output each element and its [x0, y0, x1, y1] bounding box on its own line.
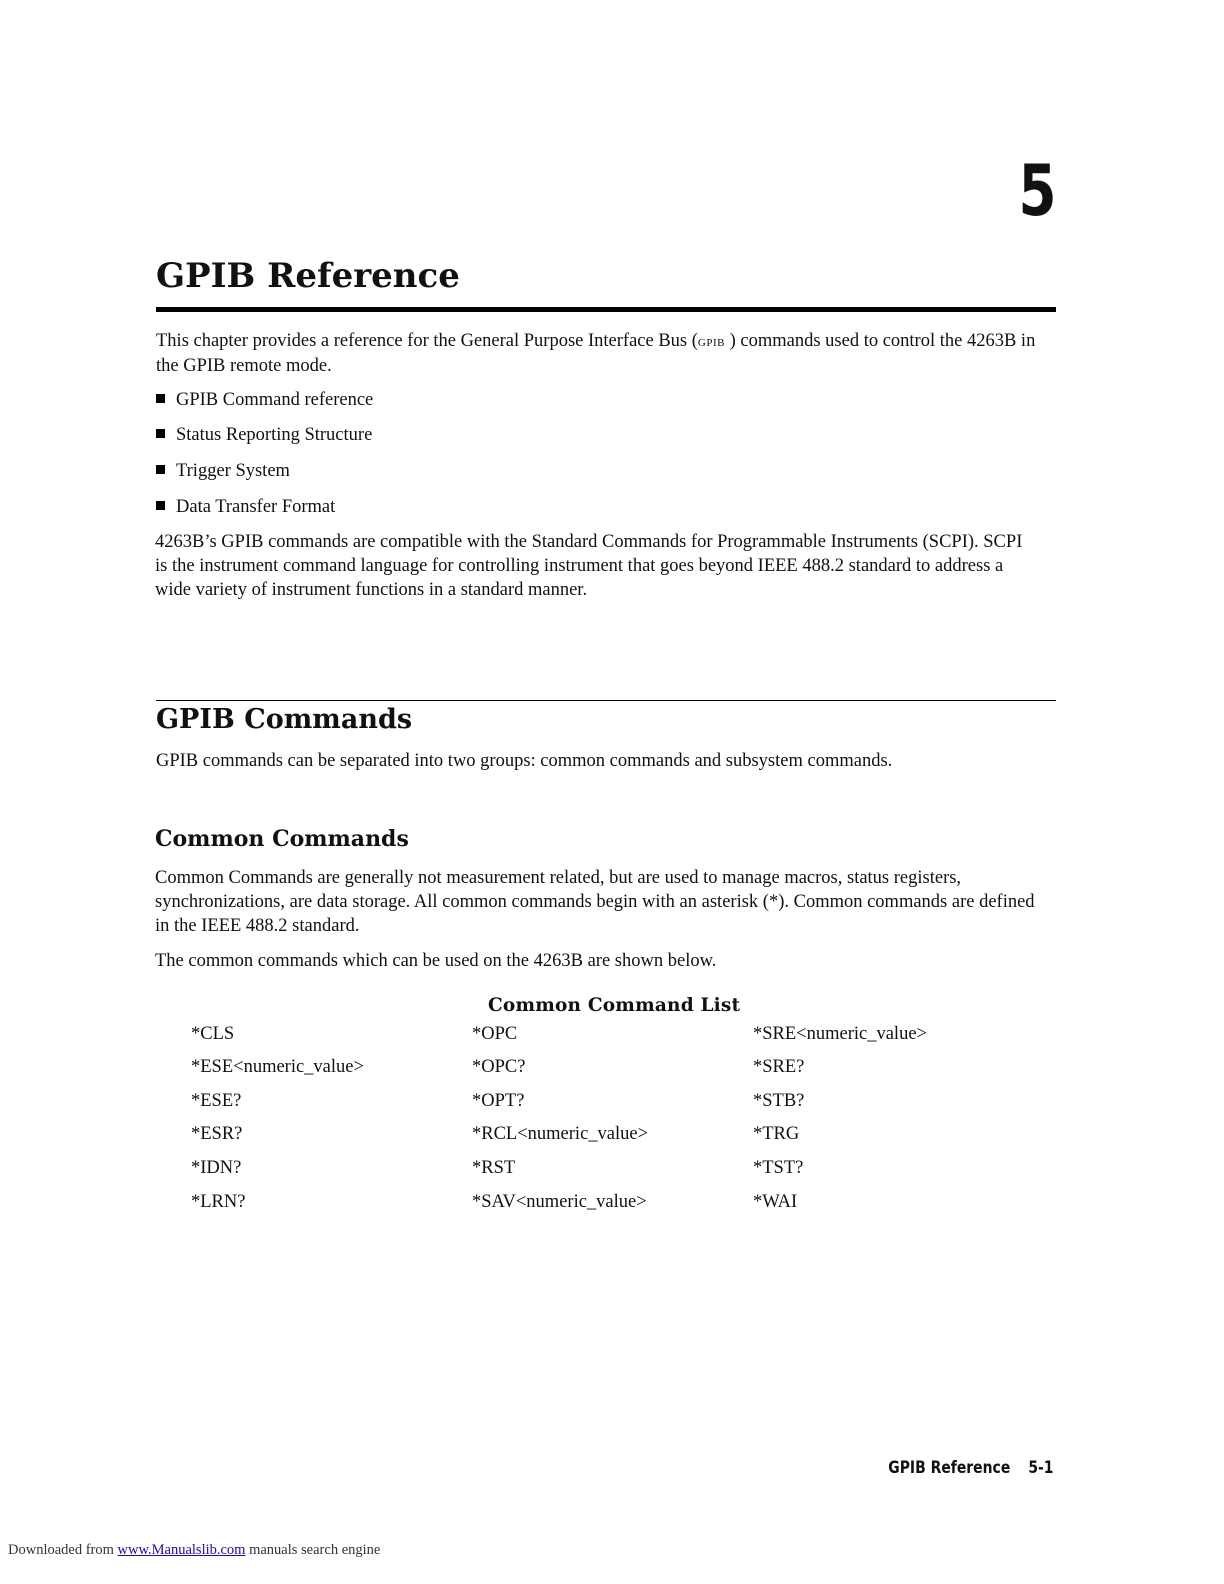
intro-paragraph [156, 329, 1061, 378]
command-cell: *ESR? [191, 1124, 243, 1144]
intro-abbr-gpib: gpib [697, 334, 725, 350]
bullet-square-icon [156, 501, 165, 510]
list-item [156, 459, 290, 483]
intro-text-after: ) commands used to control the 4263B in the GPIB remote mode. [156, 331, 1036, 376]
subsection-title: Common Commands [155, 826, 409, 852]
section-paragraph: GPIB commands can be separated into two groups: common commands and subsystem commands. [156, 751, 893, 771]
command-cell: *SRE<numeric_value> [753, 1024, 927, 1044]
list-item-label: Status Reporting Structure [176, 425, 373, 445]
command-cell: *OPC [472, 1024, 518, 1044]
chapter-title: GPIB Reference [156, 256, 460, 296]
command-cell: *RCL<numeric_value> [472, 1124, 649, 1144]
intro-text-before: This chapter provides a reference for the General Purpose Interface Bus ( [156, 331, 698, 351]
chapter-title-rule [156, 307, 1056, 312]
footer-section-name: GPIB Reference [888, 1458, 1011, 1478]
command-cell: *TRG [753, 1124, 800, 1144]
download-notice [8, 1542, 380, 1559]
command-cell: *CLS [191, 1024, 235, 1044]
bullet-square-icon [156, 465, 165, 474]
section-rule [156, 700, 1056, 701]
list-item [156, 388, 373, 412]
command-cell: *OPC? [472, 1057, 526, 1077]
command-cell: *IDN? [191, 1158, 242, 1178]
bullet-square-icon [156, 394, 165, 403]
bullet-square-icon [156, 429, 165, 438]
command-list-lead: The common commands which can be used on the 4263B are shown below. [155, 951, 717, 971]
command-cell: *TST? [753, 1158, 804, 1178]
list-item [156, 423, 372, 447]
subsection-paragraph: Common Commands are generally not measurement related, but are used to manage macros, status registers, synchronizations, are data storage. All common commands begin with an asterisk (*). Common commands are defined in the IEEE 488.2 standard. [155, 868, 1035, 936]
command-cell: *SAV<numeric_value> [472, 1192, 647, 1212]
page-footer [889, 1458, 1054, 1478]
chapter-number: 5 [1018, 150, 1056, 232]
download-suffix: manuals search engine [245, 1542, 381, 1558]
scpi-paragraph: 4263B’s GPIB commands are compatible with the Standard Commands for Programmable Instruments (SCPI). SCPI is the instrument command language for controlling instrument that goes beyond IEEE 488.2 standard to address a wide variety of instrument functions in a standard manner. [155, 532, 1023, 600]
section-title: GPIB Commands [156, 704, 413, 735]
list-item-label: GPIB Command reference [176, 390, 374, 410]
command-cell: *OPT? [472, 1091, 525, 1111]
command-cell: *WAI [753, 1192, 798, 1212]
command-cell: *RST [472, 1158, 516, 1178]
footer-page-number: 5-1 [1028, 1458, 1054, 1478]
command-cell: *ESE? [191, 1091, 242, 1111]
command-cell: *SRE? [753, 1057, 805, 1077]
list-item [156, 495, 335, 519]
command-cell: *ESE<numeric_value> [191, 1057, 364, 1077]
manualslib-link[interactable]: www.Manualslib.com [117, 1542, 246, 1558]
command-cell: *LRN? [191, 1192, 246, 1212]
list-item-label: Trigger System [176, 461, 290, 481]
download-prefix: Downloaded from [8, 1542, 118, 1558]
command-list-caption: Common Command List [488, 995, 741, 1016]
command-cell: *STB? [753, 1091, 805, 1111]
list-item-label: Data Transfer Format [176, 497, 336, 517]
